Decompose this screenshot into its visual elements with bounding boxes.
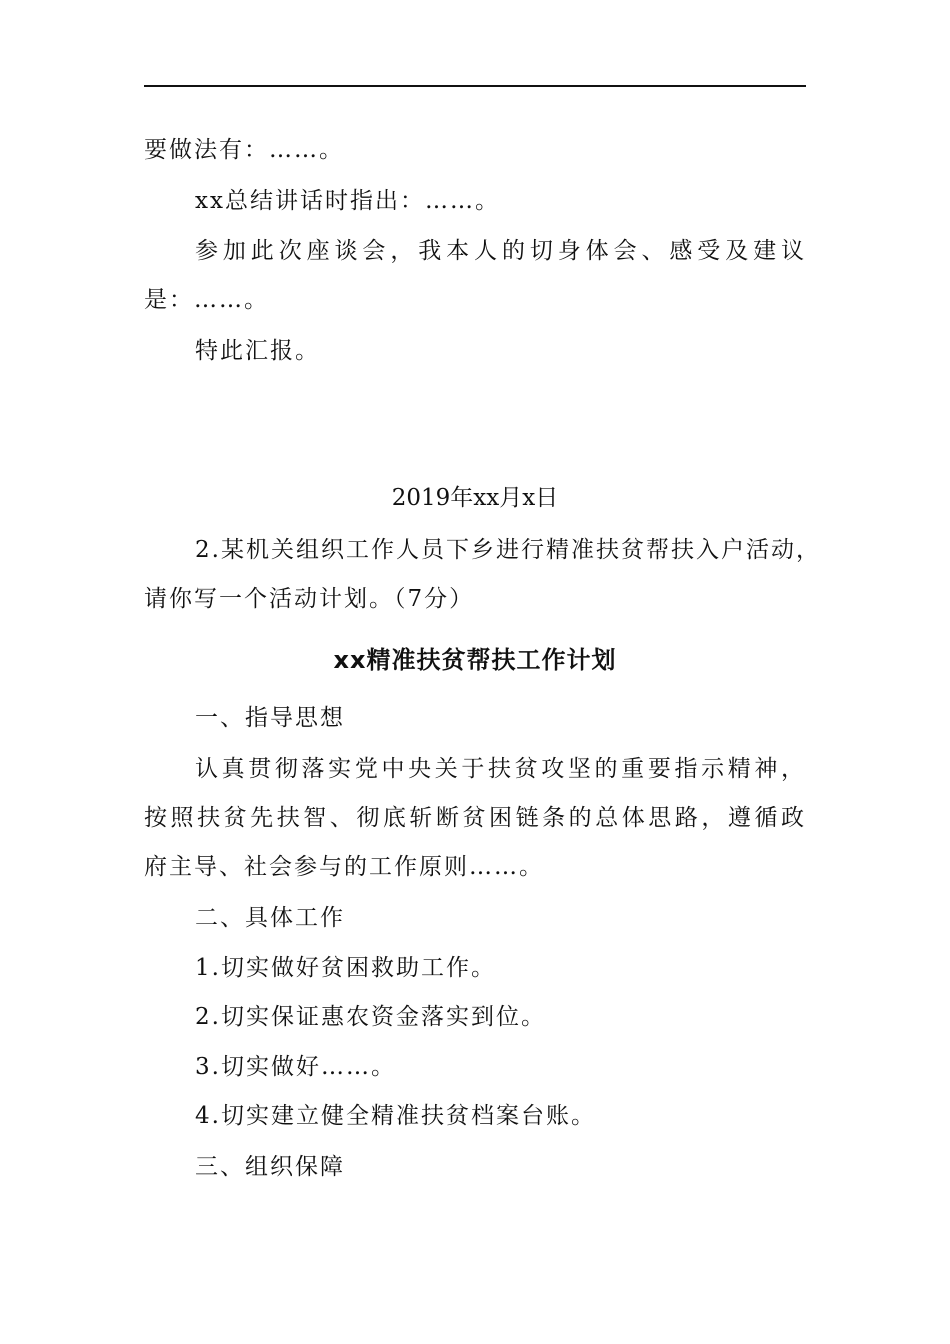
list-item: 2.切实保证惠农资金落实到位。 — [195, 1004, 546, 1030]
heading-line: 三、组织保障 — [195, 1154, 345, 1180]
header-rule — [144, 85, 806, 87]
list-item: 3.切实做好……。 — [195, 1054, 396, 1080]
date-line: 2019年xx月x日 — [391, 485, 559, 511]
list-item: 4.切实建立健全精准扶贫档案台账。 — [195, 1103, 596, 1129]
paragraph-line: 参加此次座谈会，我本人的切身体会、感受及建议 — [195, 238, 806, 264]
question-line: 2.某机关组织工作人员下乡进行精准扶贫帮扶入户活动， — [195, 537, 821, 563]
paragraph-line: 按照扶贫先扶智、彻底斩断贫困链条的总体思路，遵循政 — [144, 805, 806, 831]
paragraph-line: 特此汇报。 — [195, 338, 320, 364]
paragraph-line: 要做法有：……。 — [144, 137, 344, 163]
heading-line: 一、指导思想 — [195, 705, 345, 731]
section-title: xx精准扶贫帮扶工作计划 — [333, 646, 617, 674]
question-line: 请你写一个活动计划。（7分） — [144, 586, 475, 612]
heading-line: 二、具体工作 — [195, 905, 345, 931]
paragraph-line: 是：……。 — [144, 287, 269, 313]
paragraph-line: xx总结讲话时指出：……。 — [195, 188, 500, 214]
list-item: 1.切实做好贫困救助工作。 — [195, 955, 496, 981]
paragraph-line: 府主导、社会参与的工作原则……。 — [144, 854, 544, 880]
paragraph-line: 认真贯彻落实党中央关于扶贫攻坚的重要指示精神， — [195, 756, 806, 782]
